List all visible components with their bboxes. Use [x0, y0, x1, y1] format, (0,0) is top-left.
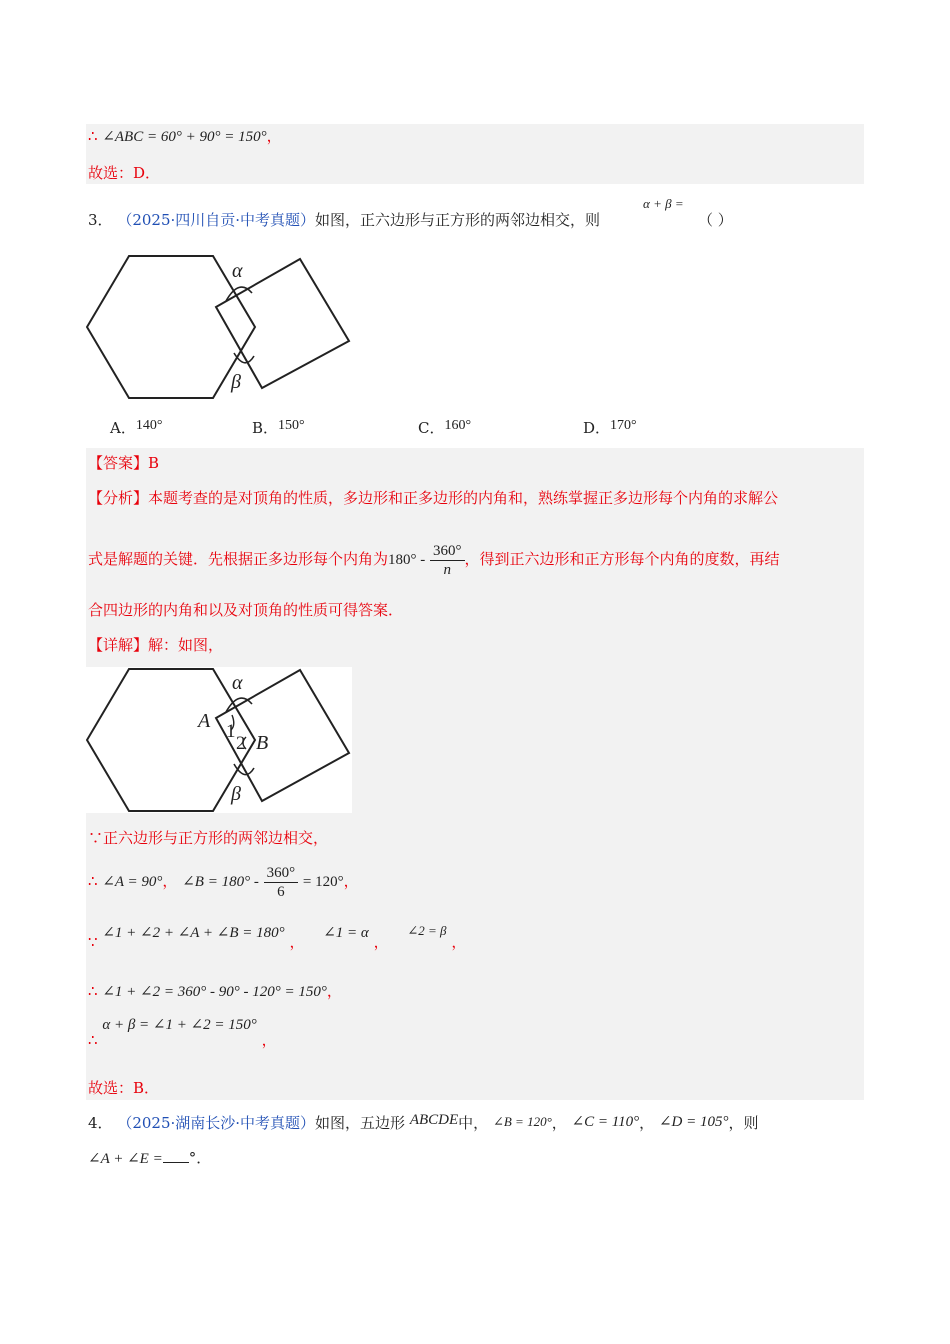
- option-c[interactable]: C．160°: [418, 418, 472, 437]
- q3-detail-title: 【详解】解：如图，: [88, 636, 224, 654]
- angle-1-label: 1: [226, 721, 236, 742]
- option-d[interactable]: D．170°: [583, 418, 637, 437]
- q3-step2: ∴ ∠A = 90°， ∠B = 180° - $\frac{360^\circ}{6}$ = 120°，: [88, 864, 359, 900]
- q3-stem: [88, 210, 600, 230]
- q3-step3: ∵ ∠1 + ∠2 + ∠A + ∠B = 180° ， ∠1 = α ， ∠2 = β ，: [88, 923, 467, 951]
- q3-detail-figure: [86, 667, 352, 813]
- beta-label: β: [231, 371, 241, 393]
- q3-figure: [86, 250, 354, 402]
- prev-conclusion: 故选：D．: [88, 164, 161, 182]
- q3-number: 3．: [88, 211, 113, 229]
- point-a-label: A: [198, 710, 211, 732]
- q3-conclusion: 故选：B．: [88, 1079, 160, 1097]
- option-a[interactable]: A．140°: [110, 418, 163, 437]
- alpha-label-detail: α: [232, 672, 243, 694]
- prev-step-math: ∠ABC = 60° + 90° = 150°: [102, 129, 267, 145]
- alpha-label: α: [232, 260, 243, 282]
- q3-analysis-line3: 合四边形的内角和以及对顶角的性质可得答案．: [88, 601, 404, 619]
- option-b[interactable]: B．150°: [252, 418, 305, 437]
- q3-stem-math: α + β =: [643, 196, 684, 211]
- analysis-fraction: $\frac{360^\circ}{n}$: [430, 542, 465, 579]
- prev-step-line: ∴ ∠ABC = 60° + 90° = 150°，: [88, 127, 282, 145]
- step2-fraction: $\frac{360^\circ}{6}$: [264, 864, 299, 901]
- q3-stem-text: 如图，正六边形与正方形的两邻边相交，则: [315, 211, 601, 229]
- point-b-label: B: [256, 732, 269, 754]
- q4-stem: 4． （2025·湖南长沙·中考真题）如图，五边形 ABCDE中， ∠B = 120°， ∠C = 110°， ∠D = 105°，则: [88, 1112, 759, 1132]
- q3-source: （2025·四川自贡·中考真题）: [117, 211, 316, 229]
- angle-2-label: 2: [236, 733, 246, 754]
- answer-blank[interactable]: [163, 1148, 189, 1163]
- q3-answer-paren: （ ）: [698, 211, 733, 229]
- q3-step4: ∴ ∠1 + ∠2 = 360° - 90° - 120° = 150°，: [88, 982, 342, 1000]
- q3-step1: ∵正六边形与正方形的两邻边相交，: [88, 829, 329, 847]
- q3-step5: ∴ α + β = ∠1 + ∠2 = 150° ，: [88, 1017, 277, 1049]
- q3-answer: 【答案】B: [88, 454, 160, 472]
- q4-number: 4．: [88, 1114, 113, 1132]
- q3-analysis-line1: 【分析】本题考查的是对顶角的性质，多边形和正多边形的内角和，熟练掌握正多边形每个内角的求解公: [88, 489, 779, 507]
- hexagon-shape: [87, 256, 255, 398]
- q4-line2: ∠A + ∠E = °．: [88, 1149, 212, 1167]
- q3-analysis-line2: 式是解题的关键．先根据正多边形每个内角为180° - $\frac{360^\circ}{n}$ ，得到正六边形和正方形每个内角的度数，再结: [88, 542, 780, 578]
- beta-label-detail: β: [231, 783, 241, 805]
- q4-source: （2025·湖南长沙·中考真题）: [117, 1114, 316, 1132]
